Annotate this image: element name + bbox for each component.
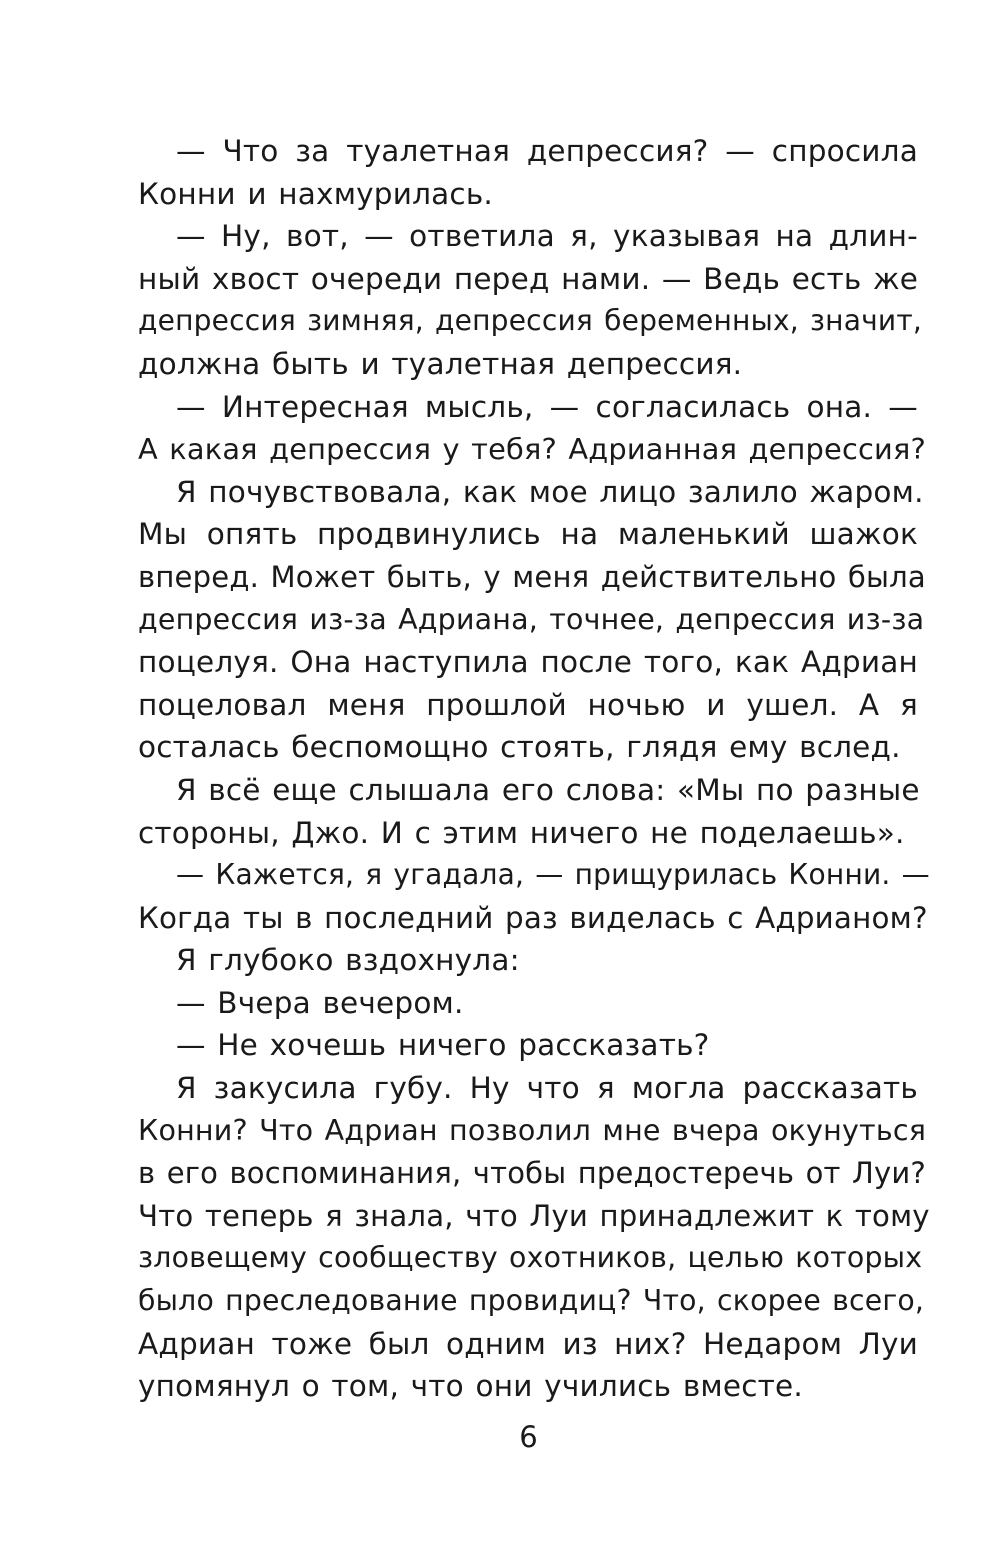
text-line: зловещему сообществу охотников, целью которых [138, 1241, 923, 1275]
text-line: Мы опять продвинулись на маленький шажок [138, 517, 918, 552]
text-line: депрессия из-за Адриана, точнее, депрессия из-за [138, 602, 925, 636]
text-line: было преследование провидиц? Что, скорее всего, [138, 1284, 925, 1318]
text-line: Я закусила губу. Ну что я могла рассказать [176, 1071, 918, 1106]
text-line: поцелуя. Она наступила после того, как Адриан [138, 645, 918, 680]
text-line: в его воспоминания, чтобы предостеречь от Луи? [138, 1156, 926, 1191]
text-line: ный хвост очереди перед нами. — Ведь есть же [138, 261, 919, 296]
text-line: Адриан тоже был одним из них? Недаром Луи [138, 1326, 918, 1361]
text-line: осталась беспомощно стоять, глядя ему вслед. [138, 730, 901, 765]
text-line: — Кажется, я угадала, — прищурилась Конни. — [176, 858, 930, 892]
text-line: А какая депрессия у тебя? Адрианная депрессия? [138, 432, 927, 467]
text-line: — Не хочешь ничего рассказать? [176, 1028, 710, 1063]
text-line: вперед. Может быть, у меня действительно была [138, 559, 926, 594]
text-line: поцеловал меня прошлой ночью и ушел. А я [138, 687, 918, 722]
text-line: Когда ты в последний раз виделась с Адрианом? [138, 900, 928, 935]
text-line: Я почувствовала, как мое лицо залило жаром. [176, 474, 924, 509]
text-line: должна быть и туалетная депрессия. [138, 346, 743, 381]
text-line: — Ну, вот, — ответила я, указывая на длин- [176, 219, 918, 254]
text-line: Я всё еще слышала его слова: «Мы по разные [176, 772, 920, 807]
body-text [138, 130, 930, 1408]
text-line: — Интересная мысль, — согласилась она. — [176, 389, 918, 424]
text-line: — Вчера вечером. [176, 985, 464, 1020]
text-line: Я глубоко вздохнула: [176, 943, 520, 978]
text-line: стороны, Джо. И с этим ничего не поделаешь». [138, 815, 905, 850]
text-line: депрессия зимняя, депрессия беременных, значит, [138, 304, 923, 338]
text-line: упомянул о том, что они учились вместе. [138, 1369, 803, 1404]
text-line: Конни и нахмурилась. [138, 176, 494, 211]
text-line: — Что за туалетная депрессия? — спросила [176, 134, 918, 168]
page-number: 6 [519, 1420, 538, 1454]
text-line: Что теперь я знала, что Луи принадлежит к тому [138, 1198, 930, 1233]
text-line: Конни? Что Адриан позволил мне вчера окунуться [138, 1113, 927, 1147]
